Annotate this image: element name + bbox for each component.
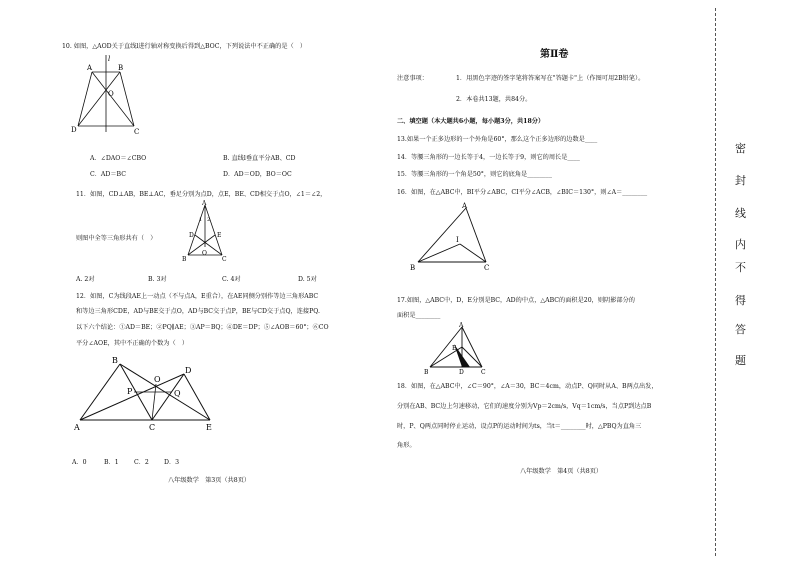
- q10-opt-c: C．AD＝BC: [90, 171, 126, 178]
- svg-text:B: B: [118, 64, 124, 72]
- q11-opt-a: A. 2对: [76, 276, 95, 283]
- q12-line4: 平分∠AOE，其中不正确的个数为（ ）: [76, 340, 189, 347]
- svg-text:E: E: [217, 232, 222, 239]
- svg-text:C: C: [134, 128, 140, 134]
- svg-text:A: A: [459, 322, 464, 329]
- q11-opt-d: D. 5对: [298, 276, 317, 283]
- right-footer: 八年级数学 第4页（共8页）: [520, 468, 603, 475]
- section-title: 第Ⅱ卷: [540, 49, 569, 60]
- svg-text:C: C: [222, 256, 227, 261]
- svg-text:O: O: [108, 90, 114, 98]
- notice-1: 1．用黑色字迹的签字笔将答案写在"答题卡"上（作图可用2B铅笔）。: [456, 75, 645, 82]
- q12-opt-c: C．2: [134, 459, 149, 466]
- left-footer: 八年级数学 第3页（共8页）: [168, 477, 251, 484]
- svg-text:E: E: [206, 423, 212, 432]
- q11-figure: [180, 199, 235, 261]
- notice-2: 2．本卷共13题，共84分。: [456, 96, 532, 103]
- q12-line2: 和等边三角形CDE，AD与BE交于点O，AD与BC交于点P，BE与CD交于点Q，连接PQ.: [76, 308, 320, 315]
- seal-char: 不: [735, 261, 746, 274]
- svg-text:A: A: [202, 200, 207, 207]
- q12-line3: 以下六个结论：①AD＝BE；②PQ∥AE；③AP＝BQ；④DE＝DP；⑤∠AOB＝60°；⑥CO: [76, 324, 329, 331]
- svg-text:O: O: [202, 250, 207, 257]
- svg-text:B: B: [182, 256, 187, 261]
- seal-char: 得: [735, 294, 746, 307]
- q18-line3: 时，P、Q两点同时停止运动，设点P的运动时间为ts，当t＝________时，△PBQ为直角三: [397, 423, 642, 430]
- q11-opt-b: B. 3对: [148, 276, 167, 283]
- svg-text:A: A: [74, 423, 80, 432]
- svg-text:E: E: [452, 345, 457, 352]
- svg-text:C: C: [149, 423, 156, 432]
- q17-line2: 面积是________: [397, 312, 441, 319]
- q12-line1: 12．如图，C为线段AE上一动点（不与点A，E重合），在AE同侧分别作等边三角形ABC: [76, 293, 319, 300]
- svg-text:I: I: [456, 236, 459, 244]
- q12-opt-a: A．0: [72, 459, 87, 466]
- seal-char: 题: [735, 354, 746, 367]
- svg-text:D: D: [459, 369, 464, 374]
- svg-text:D: D: [185, 366, 192, 375]
- q16-figure: [404, 200, 494, 272]
- q11-sub: 则图中全等三角形共有（ ）: [76, 235, 157, 242]
- q12-opt-d: D．3: [164, 459, 180, 466]
- svg-text:A: A: [462, 202, 468, 210]
- q18-line1: 18．如图，在△ABC中，∠C＝90°，∠A＝30，BC＝4cm，动点P、Q同时从A、B两点出发，: [397, 383, 658, 390]
- svg-text:B: B: [424, 369, 429, 374]
- seal-char: 线: [735, 207, 746, 220]
- svg-text:Q: Q: [174, 389, 181, 398]
- binding-line: [715, 8, 716, 556]
- q10-opt-a: A．∠DAO＝∠CBO: [90, 155, 147, 162]
- q10-figure: [68, 52, 148, 134]
- svg-text:C: C: [481, 369, 486, 374]
- q18-line4: 角形。: [397, 442, 416, 449]
- q17-line1: 17.如图，△ABC中，D，E分别是BC，AD的中点，△ABC的面积是20，则阴影部分的: [397, 297, 635, 304]
- q11-opt-c: C. 4对: [222, 276, 241, 283]
- svg-text:P: P: [127, 387, 133, 396]
- q12-opt-b: B．1: [104, 459, 119, 466]
- q10-opt-b: B. 直线l垂直平分AB、CD: [223, 155, 296, 162]
- part2-heading: 二、填空题（本大题共6小题，每小题3分，共18分）: [397, 118, 545, 125]
- seal-char: 答: [735, 323, 746, 336]
- svg-text:C: C: [484, 264, 490, 272]
- q11-stem: 11．如图，CD⊥AB，BE⊥AC，垂足分别为点D，点E，BE、CD相交于点O，∠1＝∠2，: [76, 191, 327, 198]
- q12-figure: [72, 354, 222, 434]
- svg-text:D: D: [71, 126, 77, 134]
- q10-opt-d: D．AD＝OD，BO＝OC: [223, 171, 292, 178]
- q13: 13.如果一个正多边形的一个外角是60°，那么这个正多边形的边数是____: [397, 136, 598, 143]
- svg-text:B: B: [112, 356, 118, 365]
- svg-text:D: D: [189, 232, 194, 239]
- q17-figure: [424, 322, 496, 374]
- q14: 14．等腰三角形的一边长等于4，一边长等于9，则它的周长是____: [397, 154, 580, 161]
- notice-label: 注意事项：: [397, 75, 428, 82]
- svg-text:A: A: [87, 64, 93, 72]
- q10-label-l: l: [108, 55, 111, 63]
- seal-char: 封: [735, 174, 746, 187]
- svg-text:O: O: [154, 375, 161, 384]
- svg-text:1: 1: [199, 217, 203, 223]
- seal-char: 内: [735, 238, 746, 251]
- svg-text:B: B: [410, 264, 416, 272]
- svg-text:2: 2: [207, 217, 211, 223]
- q16: 16．如图，在△ABC中，BI平分∠ABC，CI平分∠ACB，∠BIC＝130°，则∠A＝________: [397, 189, 648, 196]
- q18-line2: 分别在AB、BC边上匀速移动，它们的速度分别为Vp＝2cm/s，Vq＝1cm/s，当点P到达点B: [397, 403, 652, 410]
- seal-char: 密: [735, 142, 746, 155]
- q15: 15．等腰三角形的一个角是50°，则它的底角是________: [397, 171, 552, 178]
- q10-stem: 10. 如图，△AOD关于直线l进行轴对称变换后得到△BOC，下列说法中不正确的是（ ）: [62, 43, 307, 50]
